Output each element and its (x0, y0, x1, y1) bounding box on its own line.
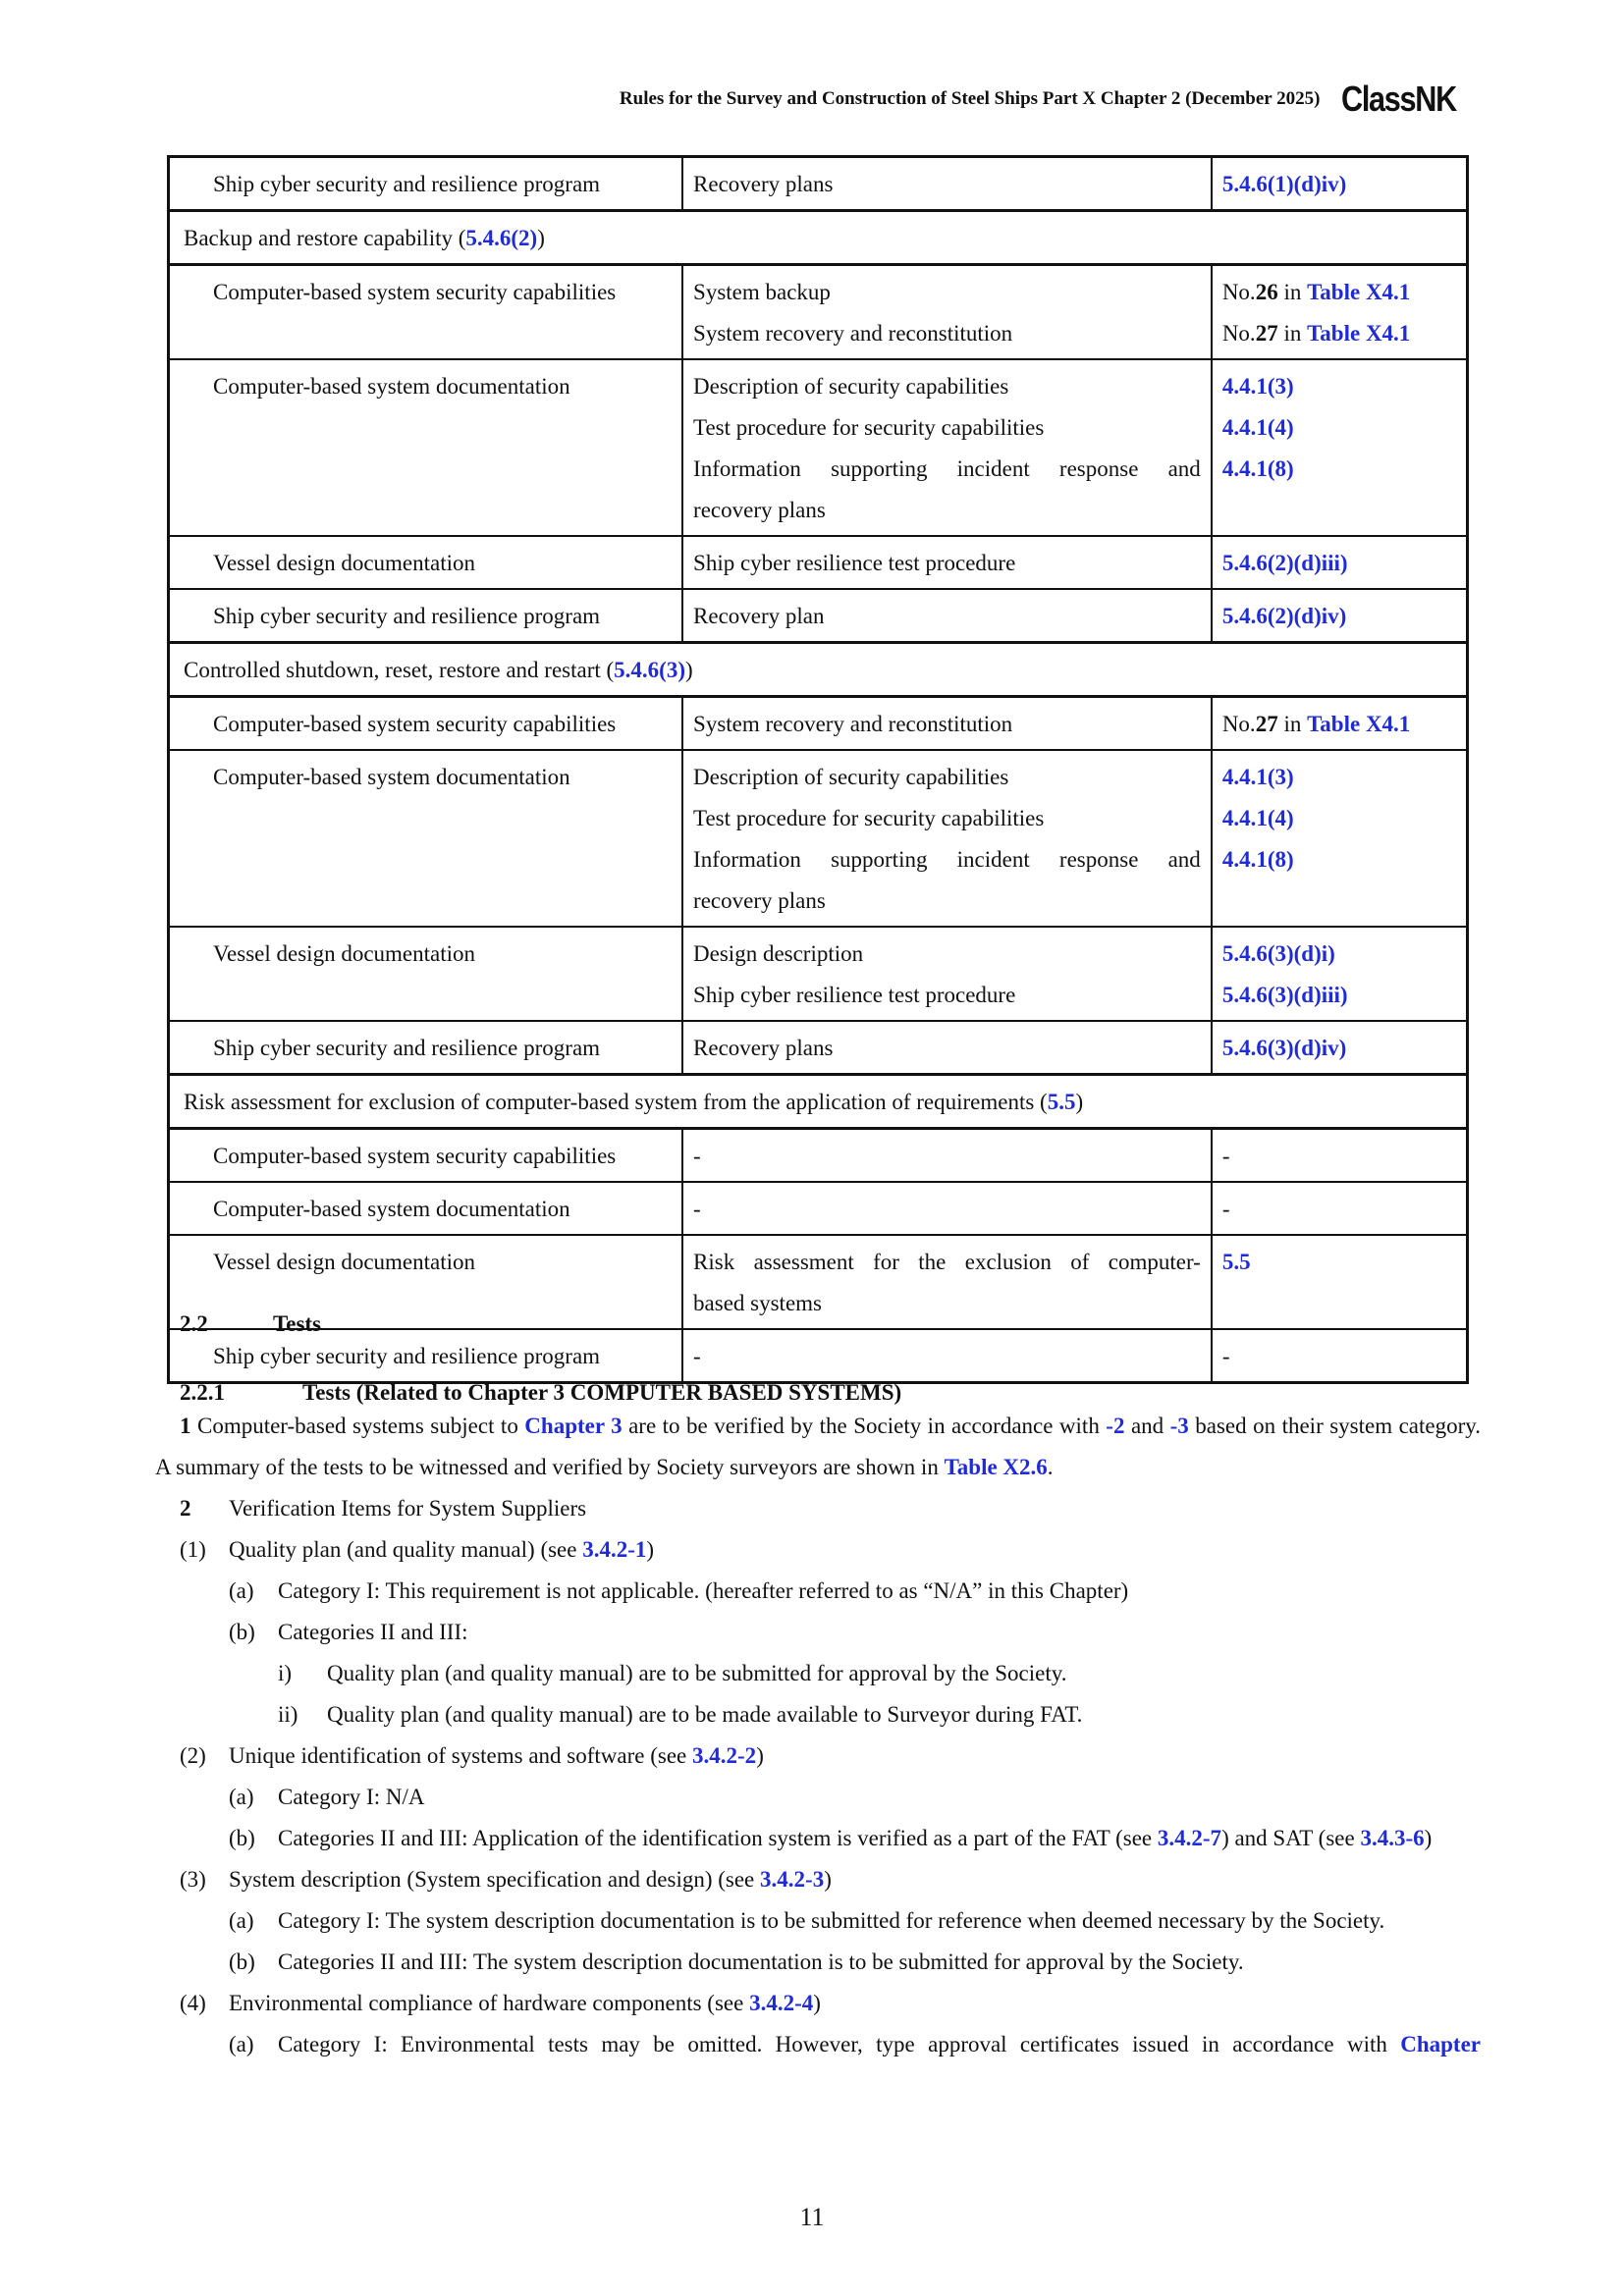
table-row (169, 1182, 1468, 1235)
table-row (169, 1129, 1468, 1183)
text-run: System description (System specification and design) (see (229, 1867, 761, 1892)
table-cell (1212, 1021, 1468, 1075)
list-item (155, 1571, 1481, 1612)
item-label: (b) (229, 1949, 255, 1974)
paragraph-number: 1 (180, 1414, 191, 1438)
reference-link[interactable]: 3.4.2-7 (1157, 1826, 1222, 1850)
table-cell: - (682, 1182, 1212, 1235)
cell-line: System recovery and reconstitution (693, 321, 1013, 346)
reference-link[interactable]: 4.4.1(8) (1221, 847, 1294, 872)
reference-link[interactable]: 4.4.1(8) (1221, 456, 1294, 481)
item-text: Categories II and III: (278, 1620, 468, 1644)
table-row (169, 157, 1468, 211)
reference-link[interactable]: 4.4.1(3) (1221, 374, 1294, 399)
section-title: Tests (273, 1311, 321, 1336)
item-text (229, 1735, 1481, 1777)
item-label: (a) (229, 1578, 254, 1603)
text-run: Quality plan (and quality manual) (see (229, 1537, 583, 1562)
list-item (155, 1983, 1481, 2024)
text-run: and (1124, 1414, 1170, 1438)
cell-line: based systems (693, 1291, 822, 1315)
text-run: ) (756, 1743, 764, 1768)
item-number: 27 (1255, 712, 1278, 736)
text-run: ) and SAT (see (1221, 1826, 1361, 1850)
cell-line: System backup (693, 280, 831, 304)
reference-link[interactable]: Table X2.6 (944, 1455, 1048, 1479)
table-cell: - (1212, 1329, 1468, 1383)
section-number: 2.2 (180, 1311, 208, 1336)
table-row (169, 697, 1468, 751)
table-cell (1212, 536, 1468, 589)
item-number: 27 (1255, 321, 1278, 346)
cell-line: Test procedure for security capabilities (693, 806, 1045, 830)
table-cell: Vessel design documentation (169, 927, 683, 1021)
reference-link[interactable]: -3 (1169, 1414, 1189, 1438)
table-cell: Recovery plan (682, 589, 1212, 643)
in-label: in (1277, 321, 1308, 346)
cell-line: Test procedure for security capabilities (693, 415, 1045, 440)
table-cell: Recovery plans (682, 1021, 1212, 1075)
item-text: Category I: This requirement is not applicable. (hereafter referred to as “N/A” in this Chapter) (278, 1578, 1129, 1603)
item-label: ii) (278, 1702, 298, 1727)
table-cell: Ship cyber security and resilience program (169, 1021, 683, 1075)
paragraph (155, 1488, 1481, 1529)
table-cell: Vessel design documentation (169, 536, 683, 589)
section-cell (169, 643, 1468, 697)
reference-link[interactable]: 5.4.6(3) (614, 658, 685, 682)
item-text (229, 1983, 1481, 2024)
table-cell: Ship cyber resilience test procedure (682, 536, 1212, 589)
table-row (169, 536, 1468, 589)
item-label: (b) (229, 1826, 255, 1850)
page-number: 11 (799, 2203, 825, 2231)
no-label: No. (1221, 321, 1256, 346)
table-cell: Ship cyber security and resilience program (169, 589, 683, 643)
table-cell: Computer-based system security capabilities (169, 265, 683, 360)
list-item (155, 1818, 1481, 1859)
table-cell: Computer-based system documentation (169, 359, 683, 536)
item-text: Category I: The system description documentation is to be submitted for reference when deemed necessary by the Society. (278, 1908, 1385, 1933)
section-cell (169, 1075, 1468, 1129)
item-label: i) (278, 1661, 293, 1685)
table-section-row (169, 211, 1468, 265)
list-item (155, 1777, 1481, 1818)
table-cell (1212, 697, 1468, 751)
text-run: ) (813, 1991, 821, 2015)
table-section-row (169, 643, 1468, 697)
item-text: Categories II and III: The system description documentation is to be submitted for approval by the Society. (278, 1949, 1244, 1974)
table-cell: - (682, 1129, 1212, 1183)
no-label: No. (1221, 280, 1256, 304)
list-item (155, 1859, 1481, 1900)
header-title: Rules for the Survey and Construction of Steel Ships Part X Chapter 2 (December 2025) (619, 88, 1321, 109)
table-row (169, 1021, 1468, 1075)
reference-link[interactable]: Table X4.1 (1307, 712, 1411, 736)
reference-link[interactable]: 5.4.6(2) (465, 226, 538, 250)
classnk-logo: ClassNK (1341, 79, 1457, 119)
in-label: in (1277, 280, 1308, 304)
reference-link[interactable]: 5.4.6(3)(d)iii) (1221, 983, 1348, 1007)
table-cell: - (1212, 1182, 1468, 1235)
table-row (169, 927, 1468, 1021)
text-run: ) (1424, 1826, 1433, 1850)
cell-line: recovery plans (693, 888, 826, 913)
cell-line: Ship cyber resilience test procedure (693, 983, 1016, 1007)
text-run: ) (824, 1867, 832, 1892)
cell-line: Description of security capabilities (693, 374, 1009, 399)
item-text (229, 1859, 1481, 1900)
item-label: (1) (180, 1537, 206, 1562)
cell-line: Risk assessment for the exclusion of computer- (693, 1250, 1201, 1274)
page-header (620, 79, 1477, 120)
list-item (155, 1942, 1481, 1983)
section-label-end: ) (1075, 1090, 1084, 1114)
in-label: in (1277, 712, 1308, 736)
list-item (155, 2024, 1481, 2065)
item-text (278, 2024, 1481, 2065)
text-run: Categories II and III: Application of the identification system is verified as a part of the FAT (see (278, 1826, 1158, 1850)
paragraph-number: 2 (180, 1496, 191, 1521)
reference-link[interactable]: 5.4.6(2)(d)iv) (1221, 604, 1347, 628)
reference-link[interactable]: 4.4.1(3) (1221, 765, 1294, 789)
table-cell: Recovery plans (682, 157, 1212, 211)
section-label: Controlled shutdown, reset, restore and restart ( (184, 658, 615, 682)
text-run: based on their system category. A summary of the tests to be witnessed and verified by Society surveyors are shown in (155, 1414, 1481, 1479)
table-cell (1212, 157, 1468, 211)
reference-link[interactable]: 4.4.1(4) (1221, 415, 1294, 440)
cell-line (1222, 272, 1456, 313)
reference-link[interactable]: 4.4.1(4) (1221, 806, 1294, 830)
item-text: Quality plan (and quality manual) are to be submitted for approval by the Society. (327, 1661, 1067, 1685)
section-label-end: ) (537, 226, 545, 250)
reference-link[interactable]: 3.4.2-1 (582, 1537, 647, 1562)
section-label-end: ) (685, 658, 693, 682)
item-label: (a) (229, 1908, 254, 1933)
item-label: (2) (180, 1743, 206, 1768)
item-label: (4) (180, 1991, 206, 2015)
reference-link[interactable]: Chapter (1400, 2032, 1481, 2056)
section-heading (155, 1311, 1481, 1337)
table-cell: Computer-based system documentation (169, 1182, 683, 1235)
reference-link[interactable]: 3.4.2-4 (749, 1991, 814, 2015)
requirements-table (167, 155, 1469, 1384)
section-label: Risk assessment for exclusion of computer-based system from the application of requirements ( (184, 1090, 1048, 1114)
reference-link[interactable]: 5.4.6(3)(d)iv) (1221, 1036, 1347, 1060)
table-row (169, 589, 1468, 643)
reference-link[interactable]: Table X4.1 (1307, 280, 1411, 304)
cell-line: Design description (693, 941, 864, 966)
text-run: ) (646, 1537, 655, 1562)
item-label: (3) (180, 1867, 206, 1892)
reference-link[interactable]: 3.4.2-3 (760, 1867, 825, 1892)
text-run: are to be verified by the Society in accordance with (622, 1414, 1107, 1438)
reference-link[interactable]: Chapter 3 (524, 1414, 623, 1438)
list-item (155, 1735, 1481, 1777)
text-run: Environmental compliance of hardware components (see (229, 1991, 750, 2015)
table-cell (682, 265, 1212, 360)
subsection-title: Tests (Related to Chapter 3 COMPUTER BASED SYSTEMS) (302, 1380, 902, 1405)
cell-line: recovery plans (693, 498, 826, 522)
list-item (155, 1612, 1481, 1653)
item-label: (a) (229, 1785, 254, 1809)
item-number: 26 (1255, 280, 1278, 304)
list-item (155, 1529, 1481, 1571)
reference-link[interactable]: 3.4.2-2 (692, 1743, 757, 1768)
table-cell (1212, 359, 1468, 536)
reference-link[interactable]: 5.4.6(1)(d)iv) (1221, 172, 1347, 196)
cell-line (1222, 313, 1456, 354)
table-row (169, 265, 1468, 360)
section-label: Backup and restore capability ( (184, 226, 466, 250)
reference-link[interactable]: 3.4.3-6 (1360, 1826, 1425, 1850)
table-cell (1212, 750, 1468, 927)
subsection-heading (155, 1380, 1481, 1406)
paragraph-text: Verification Items for System Suppliers (229, 1496, 587, 1521)
table-cell (682, 359, 1212, 536)
cell-line: Information supporting incident response and (693, 847, 1201, 872)
table-cell: Computer-based system security capabilities (169, 1129, 683, 1183)
reference-link[interactable]: Table X4.1 (1307, 321, 1411, 346)
reference-link[interactable]: 5.5 (1047, 1090, 1076, 1114)
table-cell (1212, 927, 1468, 1021)
item-label: (b) (229, 1620, 255, 1644)
item-text: Category I: N/A (278, 1785, 425, 1809)
table-cell: System recovery and reconstitution (682, 697, 1212, 751)
cell-line: Information supporting incident response and (693, 456, 1201, 481)
text-run: Category I: Environmental tests may be omitted. However, type approval certificates issued in accordance with (278, 2032, 1401, 2056)
list-item (155, 1900, 1481, 1942)
no-label: No. (1221, 712, 1256, 736)
item-text (278, 1818, 1481, 1859)
table-cell (1212, 589, 1468, 643)
section-cell (169, 211, 1468, 265)
item-text: Quality plan (and quality manual) are to be made available to Surveyor during FAT. (327, 1702, 1083, 1727)
text-run: Unique identification of systems and software (see (229, 1743, 693, 1768)
cell-line: Description of security capabilities (693, 765, 1009, 789)
table-cell (682, 750, 1212, 927)
table-cell: Computer-based system security capabilities (169, 697, 683, 751)
paragraph (155, 1406, 1481, 1488)
reference-link[interactable]: -2 (1106, 1414, 1125, 1438)
text-run: . (1047, 1455, 1054, 1479)
table-section-row (169, 1075, 1468, 1129)
table-cell (682, 927, 1212, 1021)
table-cell: Ship cyber security and resilience program (169, 1329, 683, 1383)
table-cell (1212, 265, 1468, 360)
table-cell: Computer-based system documentation (169, 750, 683, 927)
reference-link[interactable]: 5.5 (1221, 1250, 1251, 1274)
body-text (155, 1311, 1481, 2065)
text-run: Computer-based systems subject to (190, 1414, 525, 1438)
item-text (229, 1529, 1481, 1571)
table-cell: Vessel design documentation (169, 1235, 683, 1329)
reference-link[interactable]: 5.4.6(3)(d)i) (1221, 941, 1335, 966)
table-cell: - (1212, 1129, 1468, 1183)
table-row (169, 750, 1468, 927)
table-cell: Ship cyber security and resilience program (169, 157, 683, 211)
reference-link[interactable]: 5.4.6(2)(d)iii) (1221, 551, 1348, 575)
table-row (169, 359, 1468, 536)
subsection-number: 2.2.1 (180, 1380, 225, 1405)
list-item (155, 1653, 1481, 1694)
table-cell: - (682, 1329, 1212, 1383)
item-label: (a) (229, 2032, 254, 2056)
list-item (155, 1694, 1481, 1735)
